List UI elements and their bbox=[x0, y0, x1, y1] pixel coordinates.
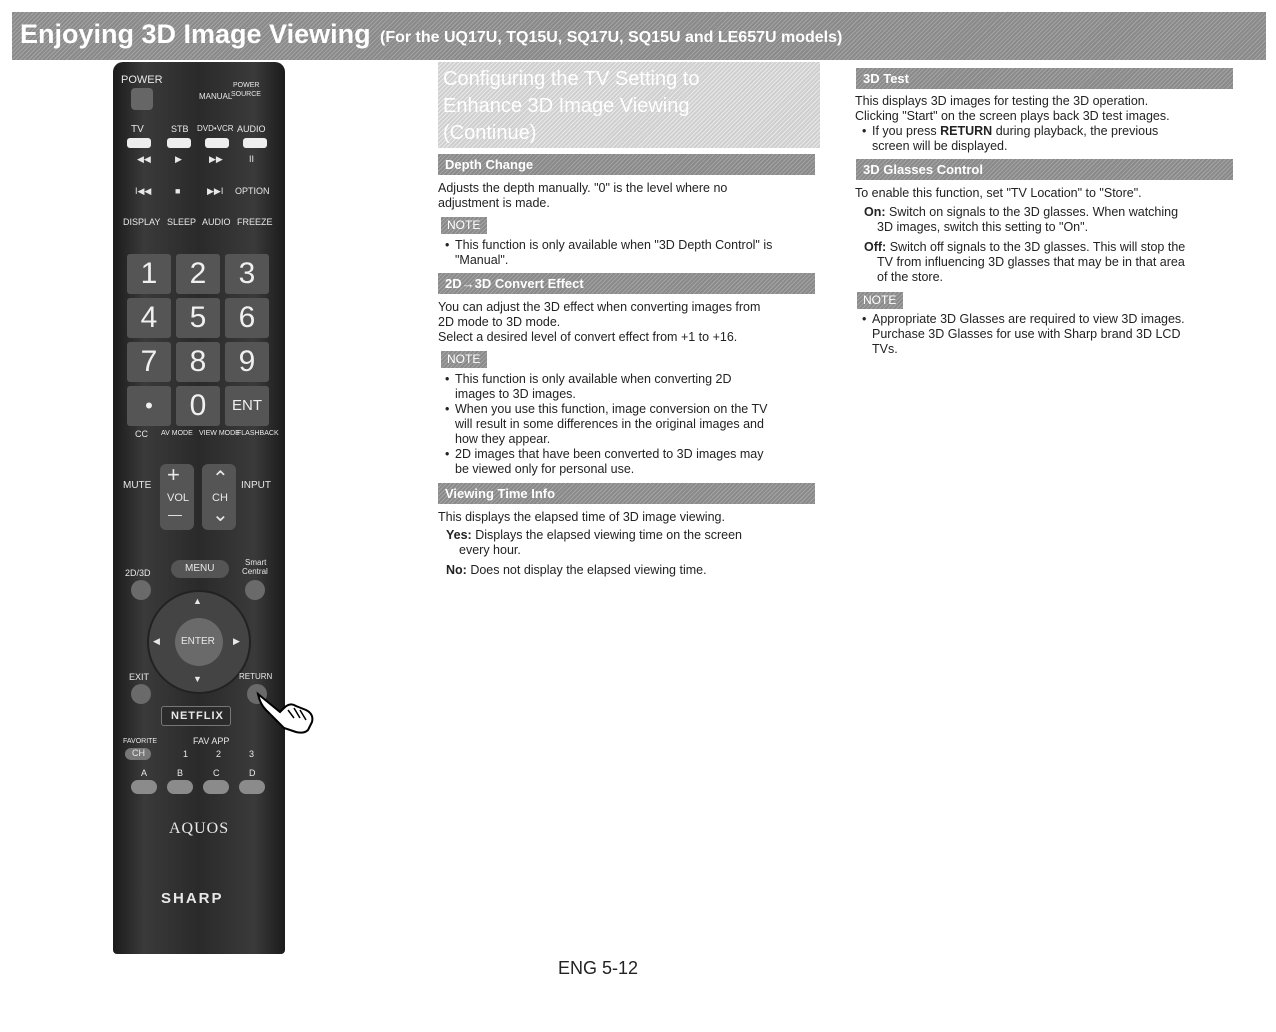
color-button-b bbox=[167, 780, 193, 794]
remote-digit-3: 3 bbox=[225, 254, 269, 294]
convert-note-bullet-2-line-1: • When you use this function, image conversion on the TV bbox=[455, 402, 768, 416]
convert-note-bullet-2-line-3: how they appear. bbox=[455, 432, 551, 446]
viewing-time-no bbox=[446, 563, 820, 578]
remote-dvd-label: DVD•VCR bbox=[197, 124, 234, 133]
remote-fav-ch-label: CH bbox=[132, 748, 145, 758]
play-icon: ▶ bbox=[175, 154, 182, 164]
remote-power-source-label-2: SOURCE bbox=[231, 91, 261, 98]
arrow-left-icon: ◀ bbox=[153, 636, 160, 646]
depth-change-note-line-1: • This function is only available when "3D Depth Control" is bbox=[455, 238, 773, 252]
depth-change-note-label: NOTE bbox=[441, 217, 487, 234]
depth-change-note-bullet bbox=[443, 238, 819, 268]
convert-note-bullet-3-line-1: • 2D images that have been converted to 3D images may bbox=[455, 447, 764, 461]
remote-av-mode-label: AV MODE bbox=[161, 430, 193, 437]
remote-audio-label: AUDIO bbox=[202, 217, 231, 227]
3d-test-heading: 3D Test bbox=[856, 68, 1233, 89]
remote-d-label: D bbox=[249, 768, 256, 778]
banner-title: Enjoying 3D Image Viewing bbox=[20, 19, 371, 49]
remote-power-source-label-1: POWER bbox=[233, 82, 260, 89]
glasses-off-line-3: of the store. bbox=[877, 270, 944, 284]
color-button-d bbox=[239, 780, 265, 794]
remote-smart-label-1: Smart bbox=[245, 558, 267, 567]
3d-glasses-on bbox=[864, 205, 1236, 235]
glasses-off-line-1: Switch off signals to the 3D glasses. This will stop the bbox=[889, 240, 1186, 254]
remote-tv-label: TV bbox=[131, 124, 144, 135]
remote-b-label: B bbox=[177, 768, 184, 778]
remote-fav-2-label: 2 bbox=[216, 749, 222, 759]
glasses-on-label: On: bbox=[864, 205, 886, 219]
viewing-time-text: This displays the elapsed time of 3D image viewing. bbox=[438, 510, 725, 524]
page-banner bbox=[12, 12, 1266, 60]
remote-2d3d-button-shape bbox=[131, 580, 151, 600]
remote-source-key-4 bbox=[243, 138, 267, 148]
rewind-icon: ◀◀ bbox=[137, 154, 151, 164]
remote-2d3d-label: 2D/3D bbox=[125, 568, 151, 578]
viewing-yes-line-2: every hour. bbox=[459, 543, 521, 557]
glasses-note-line-2: Purchase 3D Glasses for use with Sharp brand 3D LCD bbox=[872, 327, 1181, 341]
3d-test-bullet bbox=[860, 124, 1236, 154]
convert-note-bullet-1-line-1: • This function is only available when converting 2D bbox=[455, 372, 732, 386]
remote-sleep-label: SLEEP bbox=[167, 217, 197, 227]
arrow-down-icon: ▼ bbox=[193, 674, 202, 684]
viewing-time-yes bbox=[446, 528, 820, 558]
volume-down-icon: — bbox=[168, 506, 182, 522]
glasses-off-line-2: TV from influencing 3D glasses that may be in that area bbox=[877, 255, 1185, 269]
banner-subtitle: (For the UQ17U, TQ15U, SQ17U, SQ15U and LE657U models) bbox=[380, 29, 843, 46]
remote-stb-label: STB bbox=[171, 124, 189, 134]
3d-test-bullet-post: during playback, the previous bbox=[995, 124, 1159, 138]
remote-source-key-3 bbox=[205, 138, 229, 148]
remote-digit-1: 1 bbox=[127, 254, 171, 294]
pause-icon: II bbox=[249, 154, 255, 164]
remote-digit-0: 0 bbox=[176, 386, 220, 426]
3d-test-bullet-bold: RETURN bbox=[940, 124, 993, 138]
pointing-hand-icon bbox=[254, 688, 318, 736]
remote-digit-7: 7 bbox=[127, 342, 171, 382]
section-title-line-2: Enhance 3D Image Viewing bbox=[443, 95, 690, 117]
convert-note-bullet-1 bbox=[443, 372, 819, 402]
convert-effect-text-line-3: Select a desired level of convert effect from +1 to +16. bbox=[438, 330, 738, 344]
convert-note-bullet-1-line-2: images to 3D images. bbox=[455, 387, 576, 401]
3d-test-bullet-pre: If you press bbox=[872, 124, 937, 138]
stop-icon: ■ bbox=[175, 186, 181, 196]
remote-option-label: OPTION bbox=[235, 186, 270, 196]
convert-note-bullet-3-line-2: be viewed only for personal use. bbox=[455, 462, 635, 476]
remote-c-label: C bbox=[213, 768, 220, 778]
viewing-no-text: Does not display the elapsed viewing time. bbox=[470, 563, 707, 577]
viewing-yes-line-1: Displays the elapsed viewing time on the screen bbox=[475, 528, 743, 542]
depth-change-text bbox=[438, 181, 818, 211]
depth-change-text-line-2: adjustment is made. bbox=[438, 196, 550, 210]
convert-effect-text-line-1: You can adjust the 3D effect when converting images from bbox=[438, 300, 761, 314]
glasses-off-label: Off: bbox=[864, 240, 887, 254]
convert-note-bullet-2-line-2: will result in some differences in the original images and bbox=[455, 417, 764, 431]
viewing-no-label: No: bbox=[446, 563, 467, 577]
remote-power-label: POWER bbox=[121, 74, 163, 86]
remote-a-label: A bbox=[141, 768, 148, 778]
remote-view-mode-label: VIEW MODE bbox=[199, 430, 240, 437]
remote-ent-key: ENT bbox=[225, 386, 269, 426]
convert-effect-text bbox=[438, 300, 818, 345]
remote-fav-1-label: 1 bbox=[183, 749, 189, 759]
color-button-c bbox=[203, 780, 229, 794]
depth-change-text-line-1: Adjusts the depth manually. "0" is the level where no bbox=[438, 181, 728, 195]
remote-source-key-1 bbox=[127, 138, 151, 148]
glasses-on-line-2: 3D images, switch this setting to "On". bbox=[877, 220, 1089, 234]
remote-audio-top-label: AUDIO bbox=[237, 124, 266, 134]
remote-vol-label: VOL bbox=[167, 492, 190, 504]
remote-manual-label: MANUAL bbox=[199, 92, 233, 101]
section-title-line-3: (Continue) bbox=[443, 122, 537, 144]
next-icon: ▶▶I bbox=[207, 186, 224, 196]
3d-glasses-note-bullet bbox=[860, 312, 1236, 357]
exit-button-shape bbox=[131, 684, 151, 704]
3d-glasses-text: To enable this function, set "TV Location" to "Store". bbox=[855, 186, 1142, 200]
page-number: ENG 5-12 bbox=[558, 958, 639, 978]
convert-effect-note-label: NOTE bbox=[441, 351, 487, 368]
channel-up-icon: ⌃ bbox=[212, 468, 229, 490]
remote-digit-6: 6 bbox=[225, 298, 269, 338]
remote-netflix-label: NETFLIX bbox=[171, 710, 224, 722]
convert-note-bullet-3 bbox=[443, 447, 819, 477]
section-title-box bbox=[438, 62, 820, 148]
remote-dot-key: • bbox=[127, 386, 171, 426]
aquos-logo: AQUOS bbox=[169, 820, 230, 837]
channel-down-icon: ⌄ bbox=[212, 504, 229, 526]
3d-test-text-line-1: This displays 3D images for testing the 3D operation. bbox=[855, 94, 1149, 108]
sharp-logo: SHARP bbox=[161, 890, 224, 907]
remote-display-label: DISPLAY bbox=[123, 217, 161, 227]
convert-effect-heading: 2D→3D Convert Effect bbox=[438, 273, 815, 294]
remote-mute-label: MUTE bbox=[123, 480, 152, 491]
volume-up-icon: + bbox=[167, 462, 180, 487]
remote-control-illustration bbox=[113, 62, 285, 954]
remote-input-label: INPUT bbox=[241, 480, 271, 491]
remote-exit-label: EXIT bbox=[129, 672, 150, 682]
remote-fav-app-label: FAV APP bbox=[193, 736, 230, 746]
convert-note-bullet-2 bbox=[443, 402, 819, 447]
remote-flashback-label: FLASHBACK bbox=[237, 430, 279, 437]
3d-glasses-heading: 3D Glasses Control bbox=[856, 159, 1233, 180]
remote-enter-label: ENTER bbox=[181, 636, 215, 647]
remote-digit-2: 2 bbox=[176, 254, 220, 294]
remote-cc-label: CC bbox=[135, 429, 148, 439]
3d-glasses-note-label: NOTE bbox=[857, 292, 903, 309]
glasses-on-line-1: Switch on signals to the 3D glasses. When watching bbox=[889, 205, 1179, 219]
remote-freeze-label: FREEZE bbox=[237, 217, 273, 227]
3d-test-text bbox=[855, 94, 1235, 124]
remote-digit-8: 8 bbox=[176, 342, 220, 382]
glasses-note-line-3: TVs. bbox=[872, 342, 898, 356]
fast-forward-icon: ▶▶ bbox=[209, 154, 223, 164]
depth-change-heading: Depth Change bbox=[438, 154, 815, 175]
remote-menu-label: MENU bbox=[185, 563, 215, 574]
remote-fav-3-label: 3 bbox=[249, 749, 255, 759]
3d-glasses-off bbox=[864, 240, 1236, 285]
3d-test-text-line-2: Clicking "Start" on the screen plays back 3D test images. bbox=[855, 109, 1170, 123]
remote-source-key-2 bbox=[167, 138, 191, 148]
remote-return-label: RETURN bbox=[239, 672, 273, 681]
remote-smart-label-2: Central bbox=[242, 567, 268, 576]
arrow-up-icon: ▲ bbox=[193, 596, 202, 606]
remote-digit-9: 9 bbox=[225, 342, 269, 382]
remote-favorite-label: FAVORITE bbox=[123, 738, 158, 745]
remote-digit-4: 4 bbox=[127, 298, 171, 338]
section-title-line-1: Configuring the TV Setting to bbox=[443, 68, 700, 90]
color-button-a bbox=[131, 780, 157, 794]
depth-change-note-line-2: "Manual". bbox=[455, 253, 509, 267]
remote-digit-5: 5 bbox=[176, 298, 220, 338]
convert-effect-text-line-2: 2D mode to 3D mode. bbox=[438, 315, 561, 329]
arrow-right-icon: ▶ bbox=[233, 636, 240, 646]
previous-icon: I◀◀ bbox=[135, 186, 152, 196]
viewing-yes-label: Yes: bbox=[446, 528, 472, 542]
smart-central-button-shape bbox=[245, 580, 265, 600]
glasses-note-line-1: • Appropriate 3D Glasses are required to view 3D images. bbox=[872, 312, 1185, 326]
3d-test-bullet-line-2: screen will be displayed. bbox=[872, 139, 1008, 153]
power-button-shape bbox=[131, 88, 153, 110]
remote-ch-label: CH bbox=[212, 492, 228, 504]
viewing-time-heading: Viewing Time Info bbox=[438, 483, 815, 504]
